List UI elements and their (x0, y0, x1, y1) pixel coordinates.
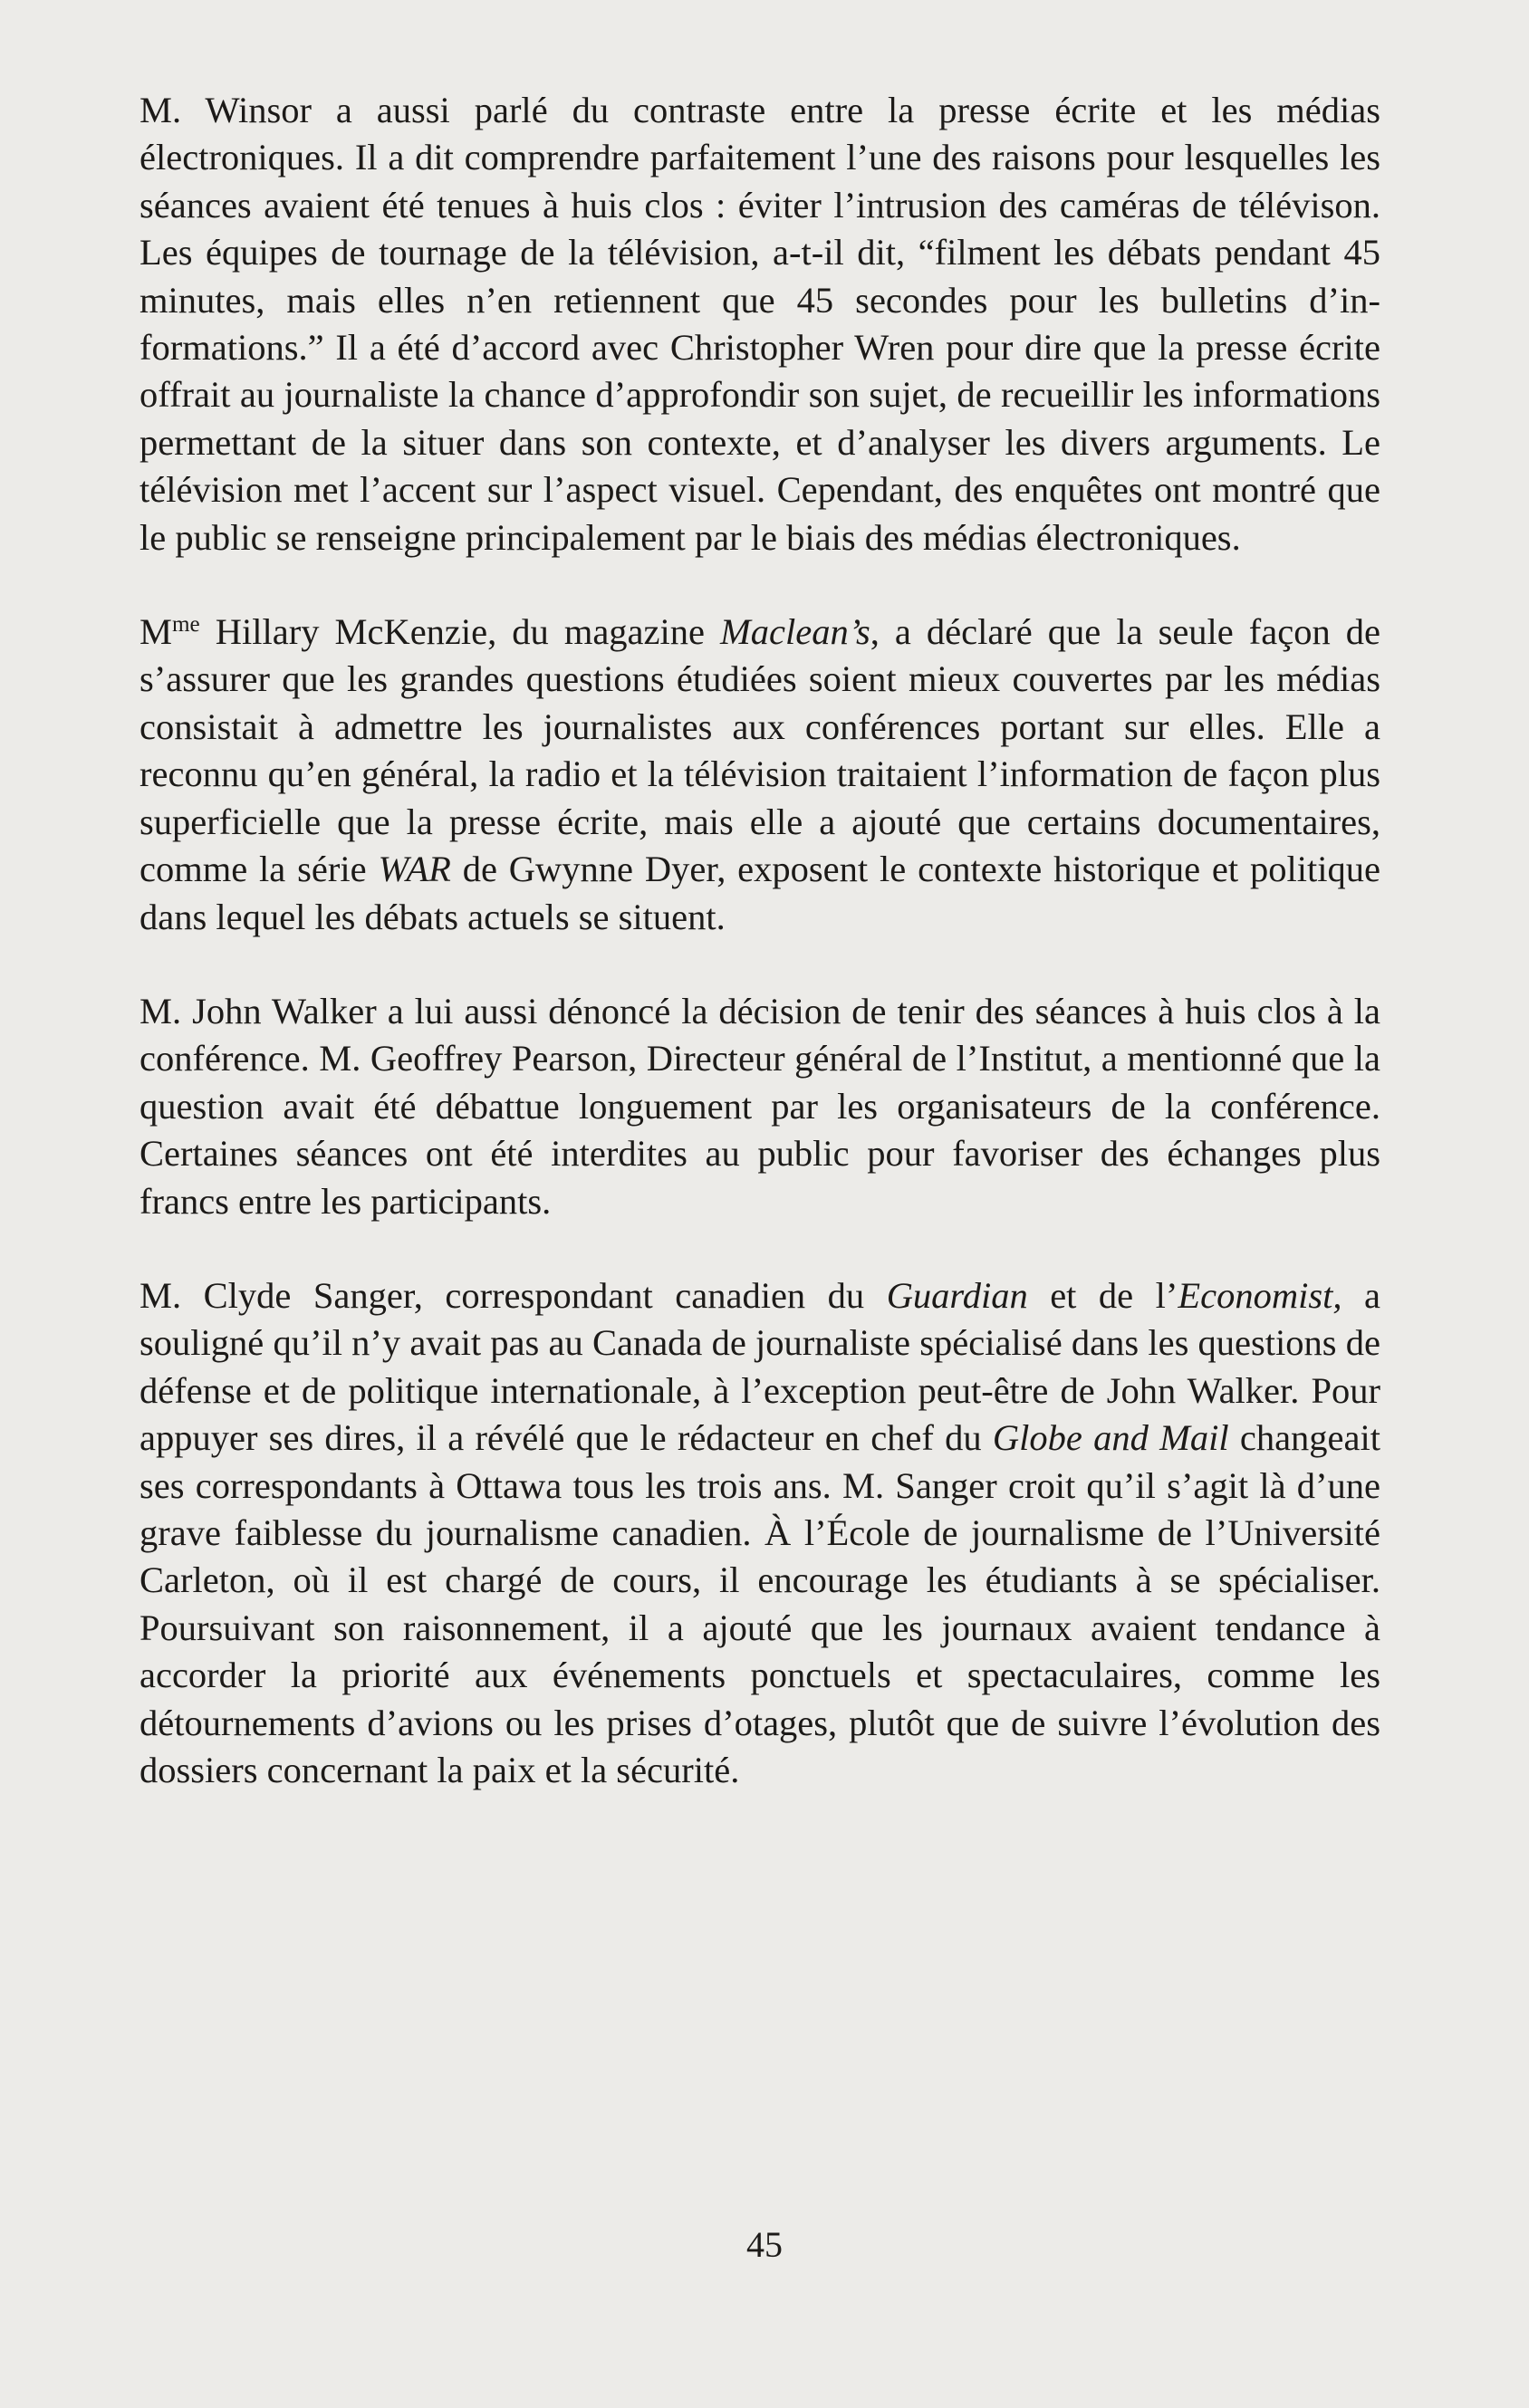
paragraph-text: M. Clyde Sanger, correspondant canadien du (139, 1274, 887, 1316)
paragraph-text: changeait ses correspondants à Ottawa tous les trois ans. M. Sanger croit qu’il s’agit là d’une grave faiblesse du journalisme canadien. À l’École de journalisme de l’Université Carleton, où il est chargé de cours, il encourage les étudiants à se spécialiser. Poursuivant son raisonnement, il a ajouté que les journaux avaient tendance à accorder la priorité aux événements ponctuels et spectaculaires, comme les détournements d’avions ou les prises d’otages, plutôt que de suivre l’évolution des dossiers concernant la paix et la sécurité. (139, 1417, 1380, 1790)
italic-text: Guardian (886, 1274, 1028, 1316)
paragraph-text: M. John Walker a lui aussi dénoncé la décision de tenir des séances à huis clos à la conférence. M. Geoffrey Pearson, Directeur général de l’Institut, a mentionné que la question avait été débattue longuement par les organisateurs de la conférence. Certaines séances ont été interdites au public pour favoriser des échanges plus francs entre les participants. (139, 990, 1380, 1222)
paragraph-text: , a déclaré que la seule façon de s’assurer que les grandes questions étudiées soient mieux couvertes par les médias consistait à admettre les journalistes aux conférences portant sur elles. Elle a reconnu qu’en général, la radio et la télévision traitaient l’information de façon plus superficielle que la presse écrite, mais elle a ajouté que certains documentaires, comme la série (139, 611, 1381, 890)
paragraph-text: M. Winsor a aussi parlé du contraste entre la presse écrite et les médias électroniques. Il a dit comprendre parfaitement l’une des raisons pour lesquelles les séances avaient été tenues à huis clos : éviter l’intrusion des caméras de télévison. Les équipes de tournage de la télévision, a-t-il dit, “filment les débats pendant 45 minutes, mais elles n’en retiennent que 45 secondes pour les bulletins d’informations.” Il a été d’accord avec Christopher Wren pour dire que la presse écrite offrait au journaliste la chance d’approfondir son sujet, de recueillir les informations permettant de la situer dans son contexte, et d’analyser les divers arguments. Le télévision met l’accent sur l’aspect visuel. Cependant, des enquêtes ont montré que le public se renseigne principalement par le biais des médias électroniques. (139, 90, 1380, 558)
paragraph-text: Hillary McKenzie, du magazine (199, 611, 721, 653)
italic-text: Globe and Mail (992, 1417, 1229, 1459)
paragraph-text: et de l’ (1027, 1274, 1178, 1316)
paragraph-sanger (139, 1272, 1380, 1794)
superscript-text: me (172, 612, 200, 638)
italic-text: Economist, (1178, 1274, 1342, 1316)
page-number: 45 (746, 2224, 783, 2265)
page-body (139, 87, 1380, 1841)
paragraph-mckenzie (139, 609, 1380, 941)
paragraph-walker (139, 988, 1380, 1225)
paragraph-winsor (139, 87, 1380, 561)
paragraph-text: M (139, 611, 173, 653)
italic-text: Maclean’s (720, 611, 870, 653)
paragraph-text: de Gwynne Dyer, exposent le contexte historique et politique dans lequel les débats actuels se situent. (139, 849, 1380, 937)
italic-text: WAR (378, 849, 451, 890)
paragraph-text: a souligné qu’il n’y avait pas au Canada de journaliste spécialisé dans les questions de défense et de politique internationale, à l’exception peut-être de John Walker. Pour appuyer ses dires, il a révélé que le rédacteur en chef du (139, 1274, 1380, 1459)
